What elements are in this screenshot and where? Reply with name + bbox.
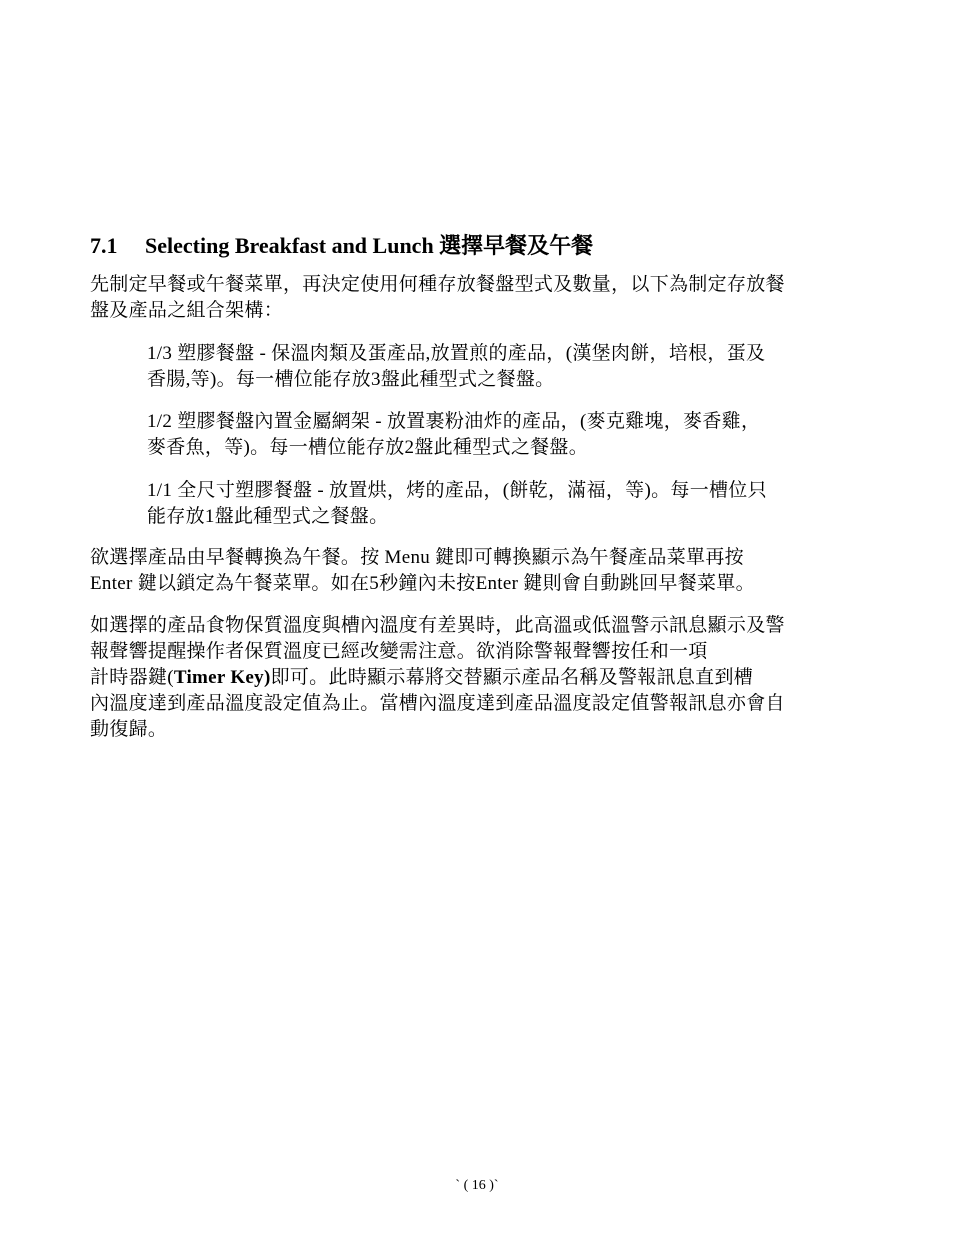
pan-item-line: 1/3 塑膠餐盤 - 保溫肉類及蛋產品,放置煎的產品，(漢堡肉餅，培根，蛋及 [147, 343, 766, 364]
pan-item-line: 香腸,等)。每一槽位能存放3盤此種型式之餐盤。 [147, 369, 555, 390]
alarm-text: 計時器鍵( [90, 667, 174, 688]
intro-paragraph [90, 272, 880, 324]
intro-line: 盤及產品之組合架構： [90, 300, 284, 321]
alarm-paragraph [90, 613, 880, 743]
alarm-text: 即可。此時顯示幕將交替顯示產品名稱及警報訊息直到槽 [270, 667, 754, 688]
alarm-line: 報聲響提醒操作者保質溫度已經改變需注意。欲消除警報聲響按任和一項 [90, 641, 708, 662]
pan-item-third [147, 341, 867, 393]
alarm-line: 如選擇的產品食物保質溫度與槽內溫度有差異時，此高溫或低溫警示訊息顯示及警 [90, 615, 785, 636]
alarm-line: 動復歸。 [90, 719, 168, 740]
pan-item-line: 麥香魚，等)。每一槽位能存放2盤此種型式之餐盤。 [147, 437, 589, 458]
menu-switch-line: Enter 鍵以鎖定為午餐菜單。如在5秒鐘內未按Enter 鍵則會自動跳回早餐菜單。 [90, 573, 755, 594]
page-number: ` ( 16 )` [455, 1178, 499, 1193]
section-number: 7.1 [90, 233, 118, 258]
intro-line: 先制定早餐或午餐菜單，再決定使用何種存放餐盤型式及數量，以下為制定存放餐 [90, 274, 785, 295]
pan-item-half [147, 409, 867, 461]
alarm-line [90, 665, 880, 691]
pan-item-line: 1/2 塑膠餐盤內置金屬網架 - 放置裹粉油炸的產品，(麥克雞塊，麥香雞， [147, 411, 761, 432]
section-title: Selecting Breakfast and Lunch 選擇早餐及午餐 [145, 233, 594, 258]
section-heading [90, 230, 880, 262]
pan-item-full [147, 478, 867, 530]
pan-item-line: 1/1 全尺寸塑膠餐盤 - 放置烘，烤的產品，(餅乾，滿福，等)。每一槽位只 [147, 480, 767, 501]
menu-switch-line: 欲選擇產品由早餐轉換為午餐。按 Menu 鍵即可轉換顯示為午餐產品菜單再按 [90, 547, 744, 568]
timer-key-label: Timer Key) [173, 667, 271, 688]
pan-item-line: 能存放1盤此種型式之餐盤。 [147, 506, 389, 527]
menu-switch-paragraph [90, 545, 880, 597]
alarm-line: 內溫度達到產品溫度設定值為止。當槽內溫度達到產品溫度設定值警報訊息亦會自 [90, 693, 785, 714]
